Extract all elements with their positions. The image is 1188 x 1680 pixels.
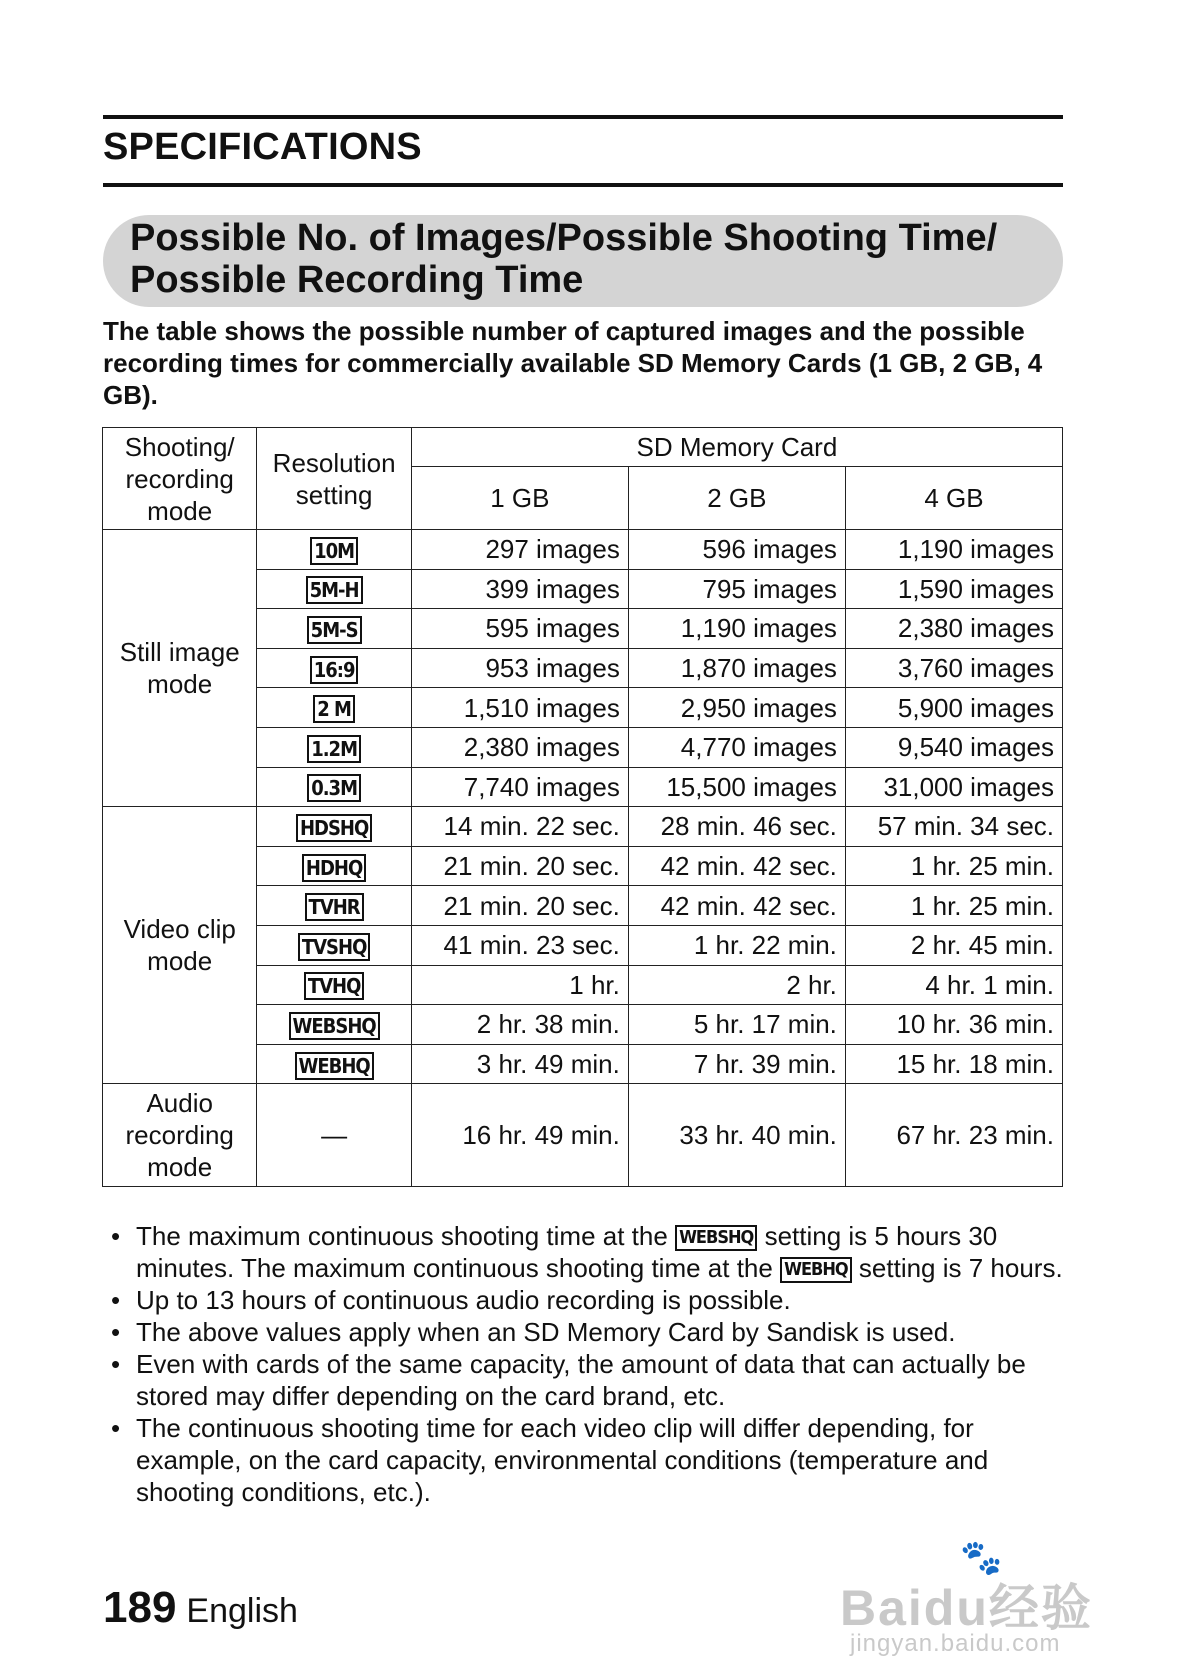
- notes-list: [103, 1220, 1063, 1508]
- note-text: setting is 7 hours.: [858, 1253, 1063, 1283]
- table-cell: 4,770 images: [628, 727, 845, 767]
- table-cell: 41 min. 23 sec.: [411, 925, 628, 965]
- page-language: English: [186, 1592, 298, 1630]
- header-capacity: 2 GB: [628, 467, 845, 530]
- table-cell: 33 hr. 40 min.: [628, 1084, 845, 1187]
- resolution-icon: HDSHQ: [296, 814, 372, 842]
- table-cell: 42 min. 42 sec.: [628, 886, 845, 926]
- table-cell: 4 hr. 1 min.: [845, 965, 1062, 1005]
- table-cell: 1 hr. 22 min.: [628, 925, 845, 965]
- table-cell: 7,740 images: [411, 767, 628, 807]
- table-cell: 953 images: [411, 648, 628, 688]
- resolution-icon: HDHQ: [302, 854, 366, 882]
- video-mode-label: Video clip mode: [103, 807, 257, 1084]
- resolution-icon: 5M-S: [307, 616, 362, 644]
- section-heading: [130, 217, 1050, 301]
- still-mode-label: Still image mode: [103, 530, 257, 807]
- table-cell: 15 hr. 18 min.: [845, 1044, 1062, 1084]
- table-cell: 31,000 images: [845, 767, 1062, 807]
- table-header-row: [103, 428, 1063, 467]
- table-cell: 1,870 images: [628, 648, 845, 688]
- header-capacity: 4 GB: [845, 467, 1062, 530]
- note-item: • Up to 13 hours of continuous audio recording is possible.: [103, 1284, 1063, 1316]
- table-cell: 3,760 images: [845, 648, 1062, 688]
- table-cell: 2,380 images: [845, 609, 1062, 649]
- table-cell: 399 images: [411, 569, 628, 609]
- table-cell: 3 hr. 49 min.: [411, 1044, 628, 1084]
- table-cell: 28 min. 46 sec.: [628, 807, 845, 847]
- baidu-watermark: [840, 1538, 1140, 1658]
- table-cell: 2,380 images: [411, 727, 628, 767]
- table-cell: 1,190 images: [845, 530, 1062, 570]
- note-text: The maximum continuous shooting time at the: [136, 1221, 668, 1251]
- resolution-icon: WEBSHQ: [289, 1012, 380, 1040]
- note-item: • The above values apply when an SD Memory Card by Sandisk is used.: [103, 1316, 1063, 1348]
- resolution-icon: 16:9: [310, 656, 359, 684]
- table-cell: 1 hr.: [411, 965, 628, 1005]
- resolution-icon: WEBHQ: [295, 1052, 374, 1080]
- table-cell: 297 images: [411, 530, 628, 570]
- resolution-icon: 1.2M: [307, 735, 361, 763]
- table-cell: 10 hr. 36 min.: [845, 1005, 1062, 1045]
- audio-mode-label: Audio recording mode: [103, 1084, 257, 1187]
- table-cell: 1,190 images: [628, 609, 845, 649]
- table-cell: 1 hr. 25 min.: [845, 886, 1062, 926]
- note-item: [103, 1220, 1063, 1284]
- table-cell: 2,950 images: [628, 688, 845, 728]
- table-cell: 5,900 images: [845, 688, 1062, 728]
- resolution-icon: 0.3M: [307, 774, 361, 802]
- web-hq-icon: WEBHQ: [780, 1257, 852, 1283]
- table-cell: 2 hr. 45 min.: [845, 925, 1062, 965]
- web-shq-icon: WEBSHQ: [675, 1225, 757, 1251]
- section-heading-line1: Possible No. of Images/Possible Shooting Time/: [130, 217, 998, 259]
- page-footer: [103, 1583, 298, 1633]
- table-cell: 67 hr. 23 min.: [845, 1084, 1062, 1187]
- table-cell: 1 hr. 25 min.: [845, 846, 1062, 886]
- table-cell: 5 hr. 17 min.: [628, 1005, 845, 1045]
- resolution-icon: TVSHQ: [298, 933, 371, 961]
- capacity-table: [102, 427, 1063, 1187]
- resolution-icon: 10M: [310, 537, 358, 565]
- audio-resolution: —: [257, 1084, 411, 1187]
- table-row: [103, 530, 1063, 570]
- table-cell: 596 images: [628, 530, 845, 570]
- table-cell: 21 min. 20 sec.: [411, 886, 628, 926]
- table-cell: 9,540 images: [845, 727, 1062, 767]
- note-item: • Even with cards of the same capacity, the amount of data that can actually be stored may differ depending on the card brand, etc.: [103, 1348, 1063, 1412]
- resolution-icon: TVHR: [305, 893, 364, 921]
- resolution-icon: 2 M: [313, 695, 355, 723]
- table-cell: 2 hr. 38 min.: [411, 1005, 628, 1045]
- table-row: [103, 807, 1063, 847]
- table-cell: 42 min. 42 sec.: [628, 846, 845, 886]
- table-row: [103, 1084, 1063, 1187]
- watermark-logo: Baidu经验: [840, 1580, 1093, 1636]
- note-item: • The continuous shooting time for each video clip will differ depending, for example, on the card capacity, environmental conditions (temperature and shooting conditions, etc.).: [103, 1412, 1063, 1508]
- watermark-url: jingyan.baidu.com: [850, 1630, 1061, 1657]
- header-bottom-rule: [103, 183, 1063, 187]
- header-mode: Shooting/ recording mode: [103, 428, 257, 530]
- table-cell: 2 hr.: [628, 965, 845, 1005]
- resolution-icon: 5M-H: [306, 576, 363, 604]
- table-cell: 16 hr. 49 min.: [411, 1084, 628, 1187]
- table-cell: 595 images: [411, 609, 628, 649]
- table-cell: 1,590 images: [845, 569, 1062, 609]
- table-cell: 7 hr. 39 min.: [628, 1044, 845, 1084]
- table-cell: 57 min. 34 sec.: [845, 807, 1062, 847]
- note-text: setting is 5 hours 30 minutes. The maximum continuous shooting time at the: [136, 1221, 998, 1283]
- header-resolution: Resolution setting: [257, 428, 411, 530]
- table-cell: 15,500 images: [628, 767, 845, 807]
- table-cell: 795 images: [628, 569, 845, 609]
- paw-icon: 🐾: [960, 1539, 1003, 1577]
- table-cell: 21 min. 20 sec.: [411, 846, 628, 886]
- video-group: [103, 807, 1063, 1084]
- section-heading-line2: Possible Recording Time: [130, 259, 584, 301]
- table-cell: 14 min. 22 sec.: [411, 807, 628, 847]
- still-group: [103, 530, 1063, 807]
- header-sd-card: SD Memory Card: [411, 428, 1062, 467]
- intro-text: The table shows the possible number of captured images and the possible recording times for commercially available SD Memory Cards (1 GB, 2 GB, 4 GB).: [103, 316, 1043, 410]
- page-title: SPECIFICATIONS: [103, 126, 422, 168]
- page-number: 189: [103, 1583, 177, 1632]
- resolution-icon: TVHQ: [304, 972, 365, 1000]
- table-cell: 1,510 images: [411, 688, 628, 728]
- header-top-rule: [103, 115, 1063, 119]
- header-capacity: 1 GB: [411, 467, 628, 530]
